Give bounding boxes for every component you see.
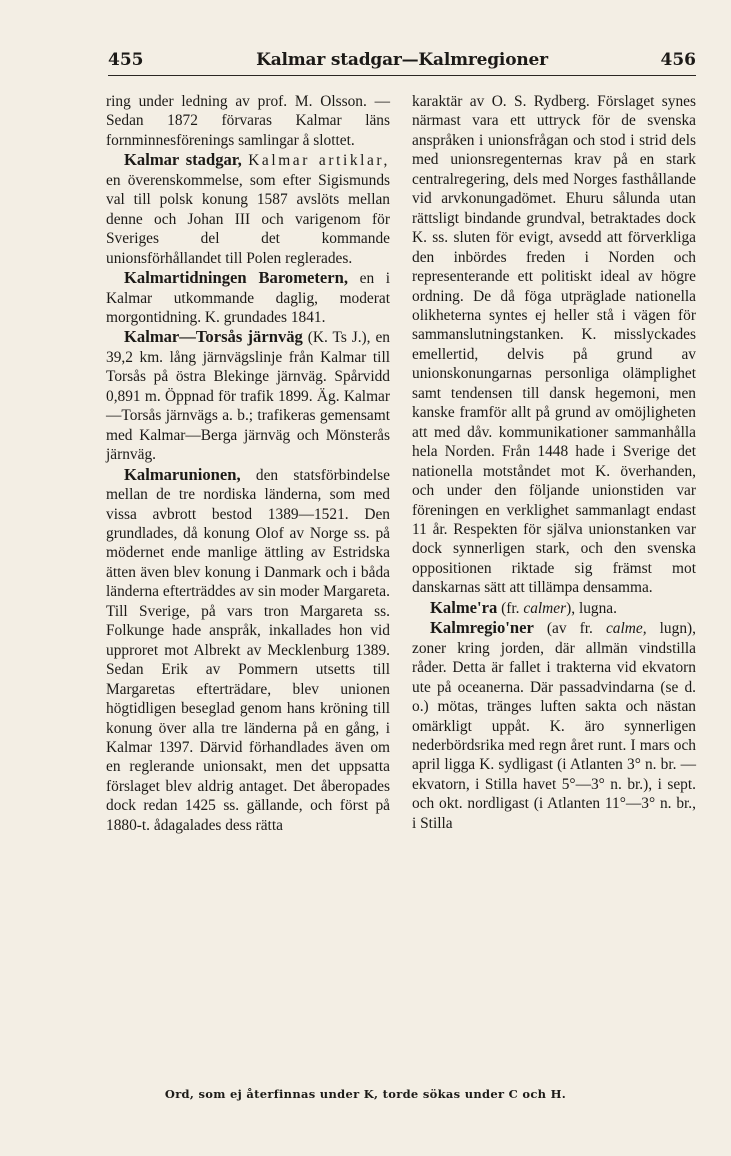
entry-headword: Kalmar stadgar,	[124, 150, 242, 170]
entry-headword: Kalmarunionen,	[124, 464, 241, 484]
page-header	[108, 47, 696, 76]
entry-headword: Kalme'ra	[430, 597, 498, 617]
page-number-right: 456	[660, 50, 696, 70]
entry-kalmregioner	[412, 618, 696, 833]
entry-etymology-open: (fr.	[501, 599, 520, 617]
entry-alt-name: Kalmar artiklar,	[248, 152, 390, 170]
footer-note: Ord, som ej återfinnas under K, torde sökas under C och H.	[164, 1087, 567, 1101]
entry-text: lugn), zoner kring jorden, där allmän vindstilla råder. Detta är fallet i trakterna vid ekvatorn ute på oceanerna. Där passadvindarna (se d. o.) mötas, tränges luften sakta och nästan omärkligt uppåt. K. äro synnerligen nederbördsrika med regn året runt. I mars och april ligga K. sydligast (i Atlanten 3° n. br. —ekvatorn, i Stilla havet 5°—3° n. br.), i sept. och okt. nordligast (i Atlanten 11°—3° n. br., i Stilla	[412, 620, 696, 832]
entry-kalmartidningen	[106, 268, 390, 327]
entry-headword: Kalmregio'ner	[430, 618, 534, 638]
entry-text: ring under ledning av prof. M. Olsson. — Sedan 1872 förvaras Kalmar läns fornminnesförenings samlingar å slottet.	[106, 93, 390, 149]
right-column	[412, 92, 696, 833]
entry-text: den statsförbindelse mellan de tre nordiska länderna, som med vissa avbrott bestod 1389—1521. Den grundlades, då konung Olof av Norge ss. på mödernet ende manlige ättling av Estridska ätten även blev konung i Danmark och i båda länderna efterträddes av sin moder Margareta. Till Sverige, på vars tron Margareta ss. Folkunge hade anspråk, inkallades hon vid upproret mot Albrekt av Mecklenburg 1389. Sedan Erik av Pommern utsetts till Margaretas efterträdare, blev unionen högtidligen beseglad genom hans kröning till konung över alla tre länderna på en gång, i Kalmar 1397. Därvid förhandlades även om en reglerande unionsakt, men det uppsatta förslaget blev aldrig antaget. Det åberopades dock redan 1425 ss. gällande, och först på 1880-t. ådagalades dess rätta	[106, 466, 390, 834]
running-title: Kalmar stadgar—Kalmregioner	[256, 50, 548, 70]
entry-etymology-word: calme,	[605, 620, 647, 638]
entry-kalmera	[412, 598, 696, 618]
page-number-left: 455	[108, 50, 144, 70]
entry-text: (K. Ts J.), en 39,2 km. lång järnvägslinje från Kalmar till Torsås på östra Blekinge järnväg. Spårvidd 0,891 m. Öppnad för trafik 1899. Äg. Kalmar—Torsås järnvägs a. b.; trafikeras gemensamt med Kalmar—Berga järnväg och Mönsterås järnväg.	[106, 329, 390, 464]
entry-headword: Kalmar—Torsås järnväg	[124, 327, 303, 347]
entry-text: en överenskommelse, som efter Sigismunds val till polsk konung 1587 avslöts mellan denne och Johan III och varigenom för Sveriges del det kommande unionsförhållandet till Polen reglerades.	[106, 171, 390, 267]
entry-continuation	[412, 92, 696, 598]
entry-text: ), lugna.	[566, 599, 617, 617]
entry-etymology-open: (av fr.	[546, 620, 593, 638]
entry-kalmar-torsas	[106, 327, 390, 464]
entry-etymology-word: calmer	[523, 599, 567, 617]
left-column	[106, 92, 390, 835]
entry-text: en i Kalmar utkommande daglig, moderat morgontidning. K. grundades 1841.	[106, 270, 390, 326]
entry-kalmar-stadgar	[106, 150, 390, 268]
entry-continuation	[106, 92, 390, 150]
entry-text: karaktär av O. S. Rydberg. Förslaget synes närmast vara ett uttryck för de svenska anspråken i unionsfrågan och stod i strid dels med unionsregenternas krav på en stark centralregering, dels med Norges fasthållande vid arvkonungadömet. Ehuru sålunda utan rättsligt bindande grundval, betraktades dock K. ss. sluten för evigt, avsedd att förverkliga den inbördes freden i Norden och representerande ett politiskt ideal av högre ordning. De då föga utpräglade nationella olikheterna syntes ej heller stå i vägen för sammanslutningstanken. K. misslyckades emellertid, delvis på grund av unionskonungarnas personliga olämplighet samt tendensen till dansk hegemoni, men kanske framför allt på grund av omöjligheten att med dåv. kommunikationer sammanhålla hela Norden. Från 1448 hade i Sverige det nationella motståndet mot K. överhanden, och under den följande unionstiden var föreningen en verklighet sammanlagt endast 11 år. Respekten för själva unionstanken var dock synnerligen stark, och den svenska oppositionen riktade sig främst mot danskarnas sätt att tillämpa densamma.	[412, 93, 696, 597]
entry-kalmarunionen	[106, 465, 390, 836]
entry-headword: Kalmartidningen Barometern,	[124, 268, 349, 288]
